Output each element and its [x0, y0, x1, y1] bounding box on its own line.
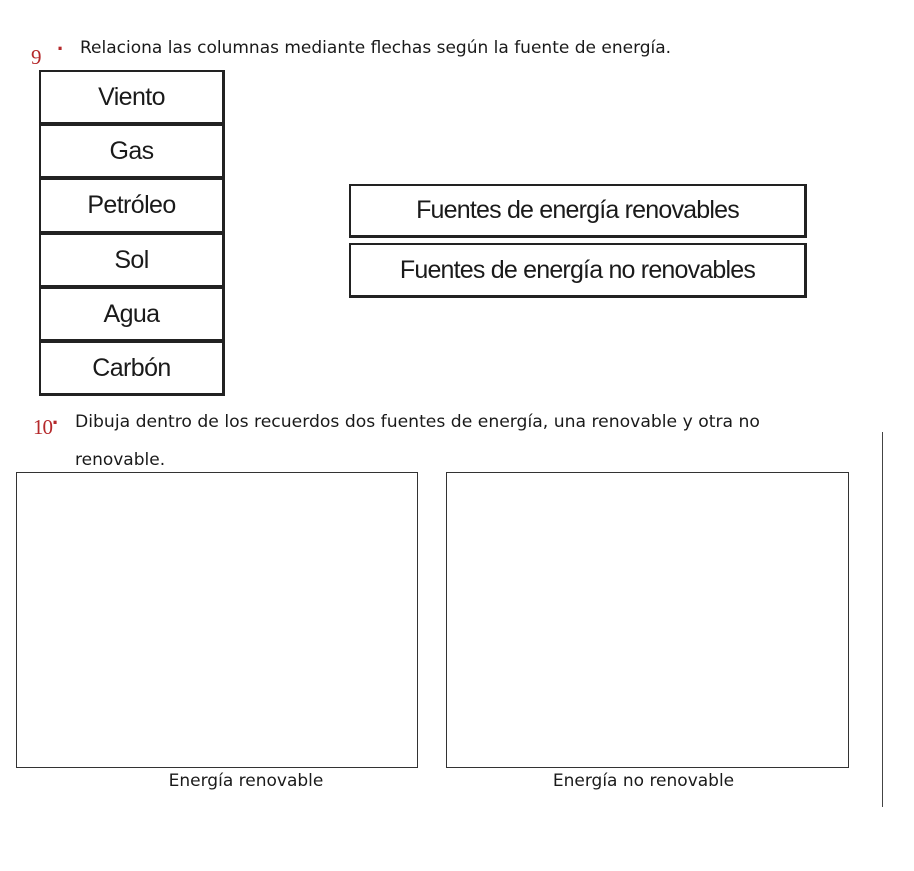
source-box-petroleo[interactable]: Petróleo	[39, 178, 225, 234]
category-box-renovables[interactable]: Fuentes de energía renovables	[349, 184, 807, 238]
question-10-instruction-line2: renovable.	[75, 450, 166, 470]
question-10-bullet: ·	[52, 410, 60, 435]
question-9-number: 9	[31, 45, 42, 69]
drawing-area-renovable[interactable]	[16, 472, 418, 768]
source-box-carbon[interactable]: Carbón	[39, 341, 225, 396]
category-box-no-renovables[interactable]: Fuentes de energía no renovables	[349, 243, 807, 298]
question-10-instruction-line1: Dibuja dentro de los recuerdos dos fuentes de energía, una renovable y otra no	[75, 412, 760, 432]
source-box-agua[interactable]: Agua	[39, 287, 225, 342]
source-box-viento[interactable]: Viento	[39, 70, 225, 125]
source-box-sol[interactable]: Sol	[39, 233, 225, 288]
question-9-bullet: ·	[57, 36, 65, 61]
caption-energia-renovable: Energía renovable	[168, 771, 324, 791]
question-10-number: 10	[33, 415, 52, 439]
right-margin-line	[882, 432, 883, 807]
source-box-gas[interactable]: Gas	[39, 124, 225, 179]
drawing-area-no-renovable[interactable]	[446, 472, 849, 768]
caption-energia-no-renovable: Energía no renovable	[552, 771, 735, 791]
question-9-instruction: Relaciona las columnas mediante flechas según la fuente de energía.	[80, 38, 672, 58]
